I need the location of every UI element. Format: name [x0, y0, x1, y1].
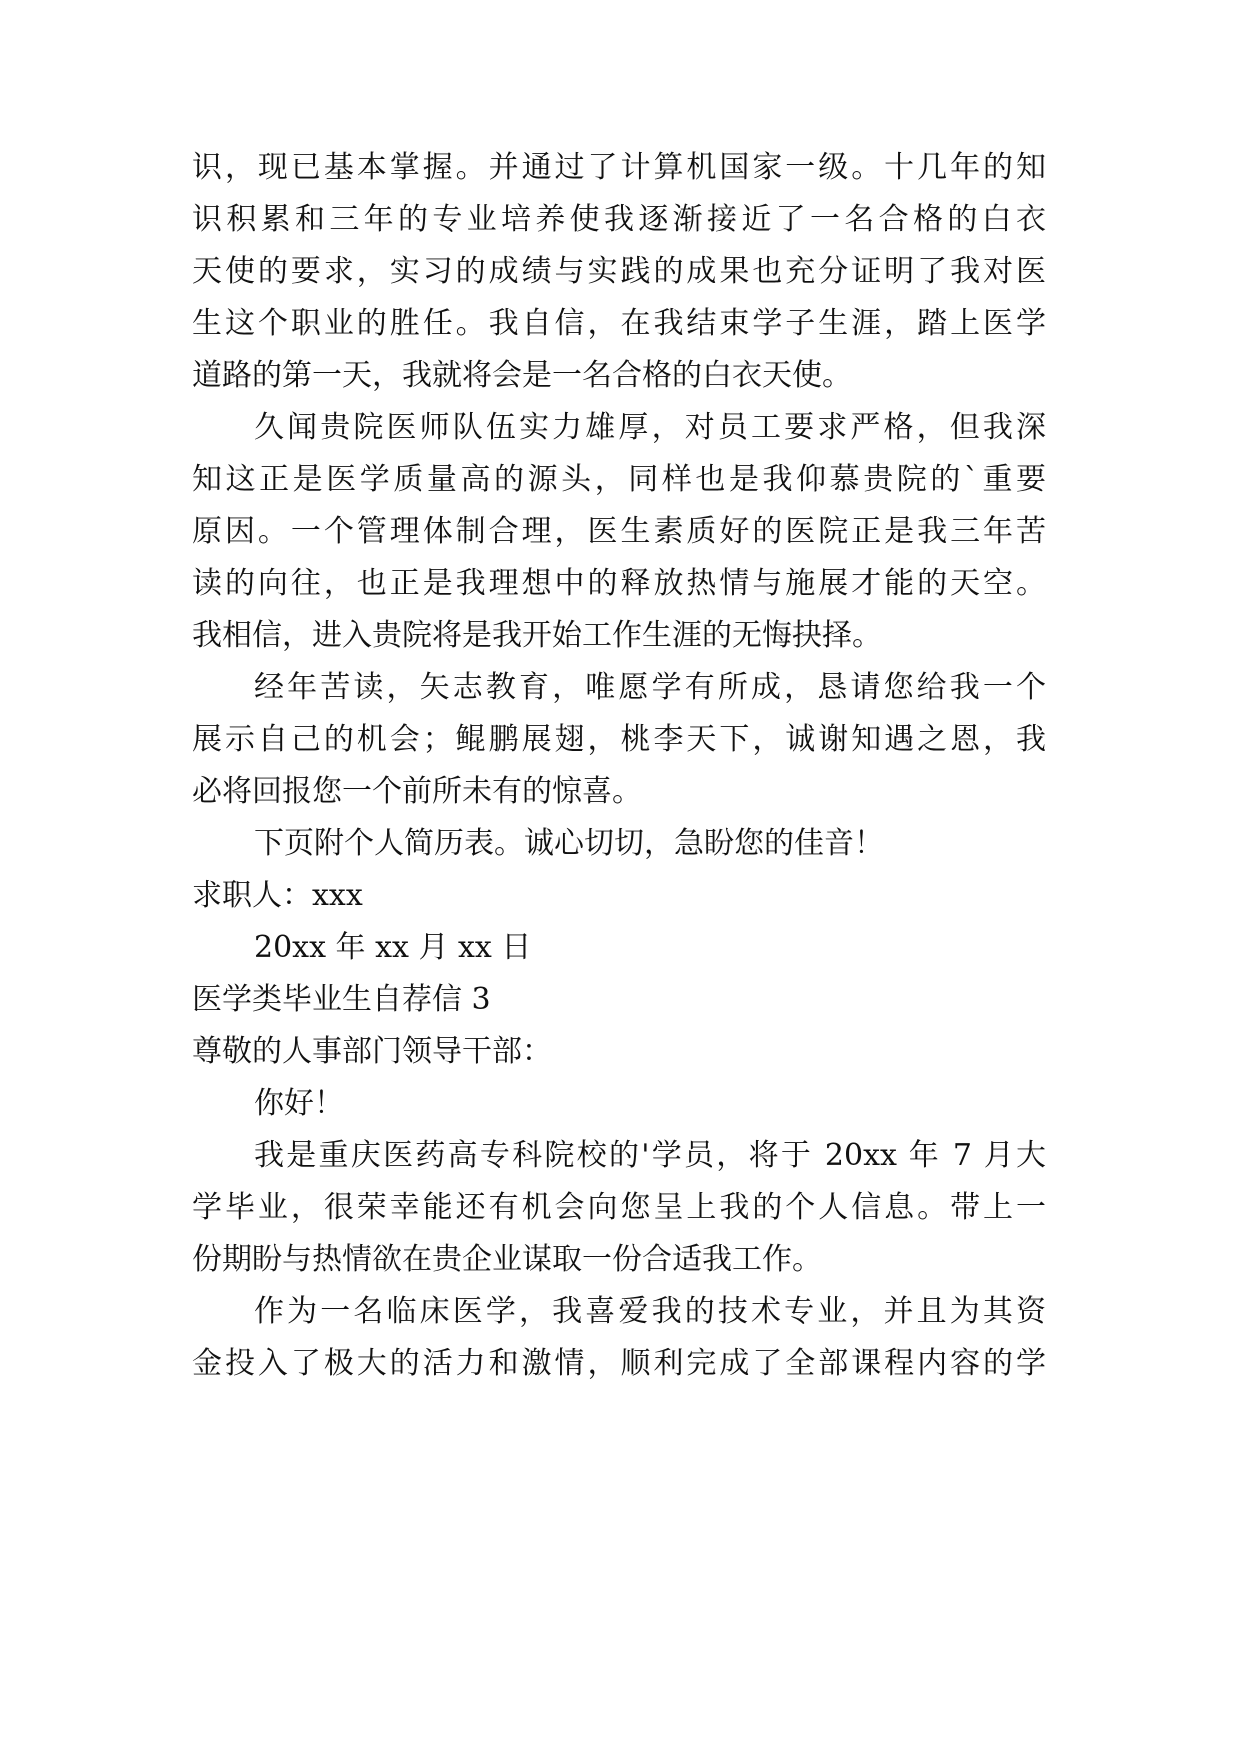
body-line: 道路的第一天，我就将会是一名合格的白衣天使。	[192, 358, 852, 393]
body-line: 识，现已基本掌握。并通过了计算机国家一级。十几年的知	[192, 150, 1046, 185]
body-line: 份期盼与热情欲在贵企业谋取一份合适我工作。	[192, 1242, 822, 1277]
body-line: 知这正是医学质量高的源头，同样也是我仰慕贵院的`重要	[192, 462, 1046, 497]
body-line: 识积累和三年的专业培养使我逐渐接近了一名合格的白衣	[192, 202, 1046, 237]
body-line: 展示自己的机会；鲲鹏展翅，桃李天下，诚谢知遇之恩，我	[192, 722, 1046, 757]
paragraph-first-line: 我是重庆医药高专科院校的'学员，将于 20xx 年 7 月大	[254, 1138, 1046, 1173]
body-line: 金投入了极大的活力和激情，顺利完成了全部课程内容的学	[192, 1346, 1046, 1381]
body-line: 原因。一个管理体制合理，医生素质好的医院正是我三年苦	[192, 514, 1046, 549]
body-line: 读的向往，也正是我理想中的释放热情与施展才能的天空。	[192, 566, 1046, 601]
body-line: 我相信，进入贵院将是我开始工作生涯的无悔抉择。	[192, 618, 882, 653]
signature-name: 求职人：xxx	[192, 878, 363, 913]
signature-date: 20xx 年 xx 月 xx 日	[254, 930, 532, 965]
body-line: 学毕业，很荣幸能还有机会向您呈上我的个人信息。带上一	[192, 1190, 1046, 1225]
paragraph-first-line: 久闻贵院医师队伍实力雄厚，对员工要求严格，但我深	[254, 410, 1046, 445]
section-title: 医学类毕业生自荐信 3	[192, 982, 491, 1017]
paragraph-first-line: 下页附个人简历表。诚心切切，急盼您的佳音！	[254, 826, 884, 861]
salutation: 尊敬的人事部门领导干部：	[192, 1034, 552, 1069]
body-line: 必将回报您一个前所未有的惊喜。	[192, 774, 642, 809]
paragraph-first-line: 作为一名临床医学，我喜爱我的技术专业，并且为其资	[254, 1294, 1046, 1329]
paragraph-first-line: 经年苦读，矢志教育，唯愿学有所成，恳请您给我一个	[254, 670, 1046, 705]
body-line: 天使的要求，实习的成绩与实践的成果也充分证明了我对医	[192, 254, 1046, 289]
greeting: 你好！	[254, 1086, 344, 1121]
body-line: 生这个职业的胜任。我自信，在我结束学子生涯，踏上医学	[192, 306, 1046, 341]
